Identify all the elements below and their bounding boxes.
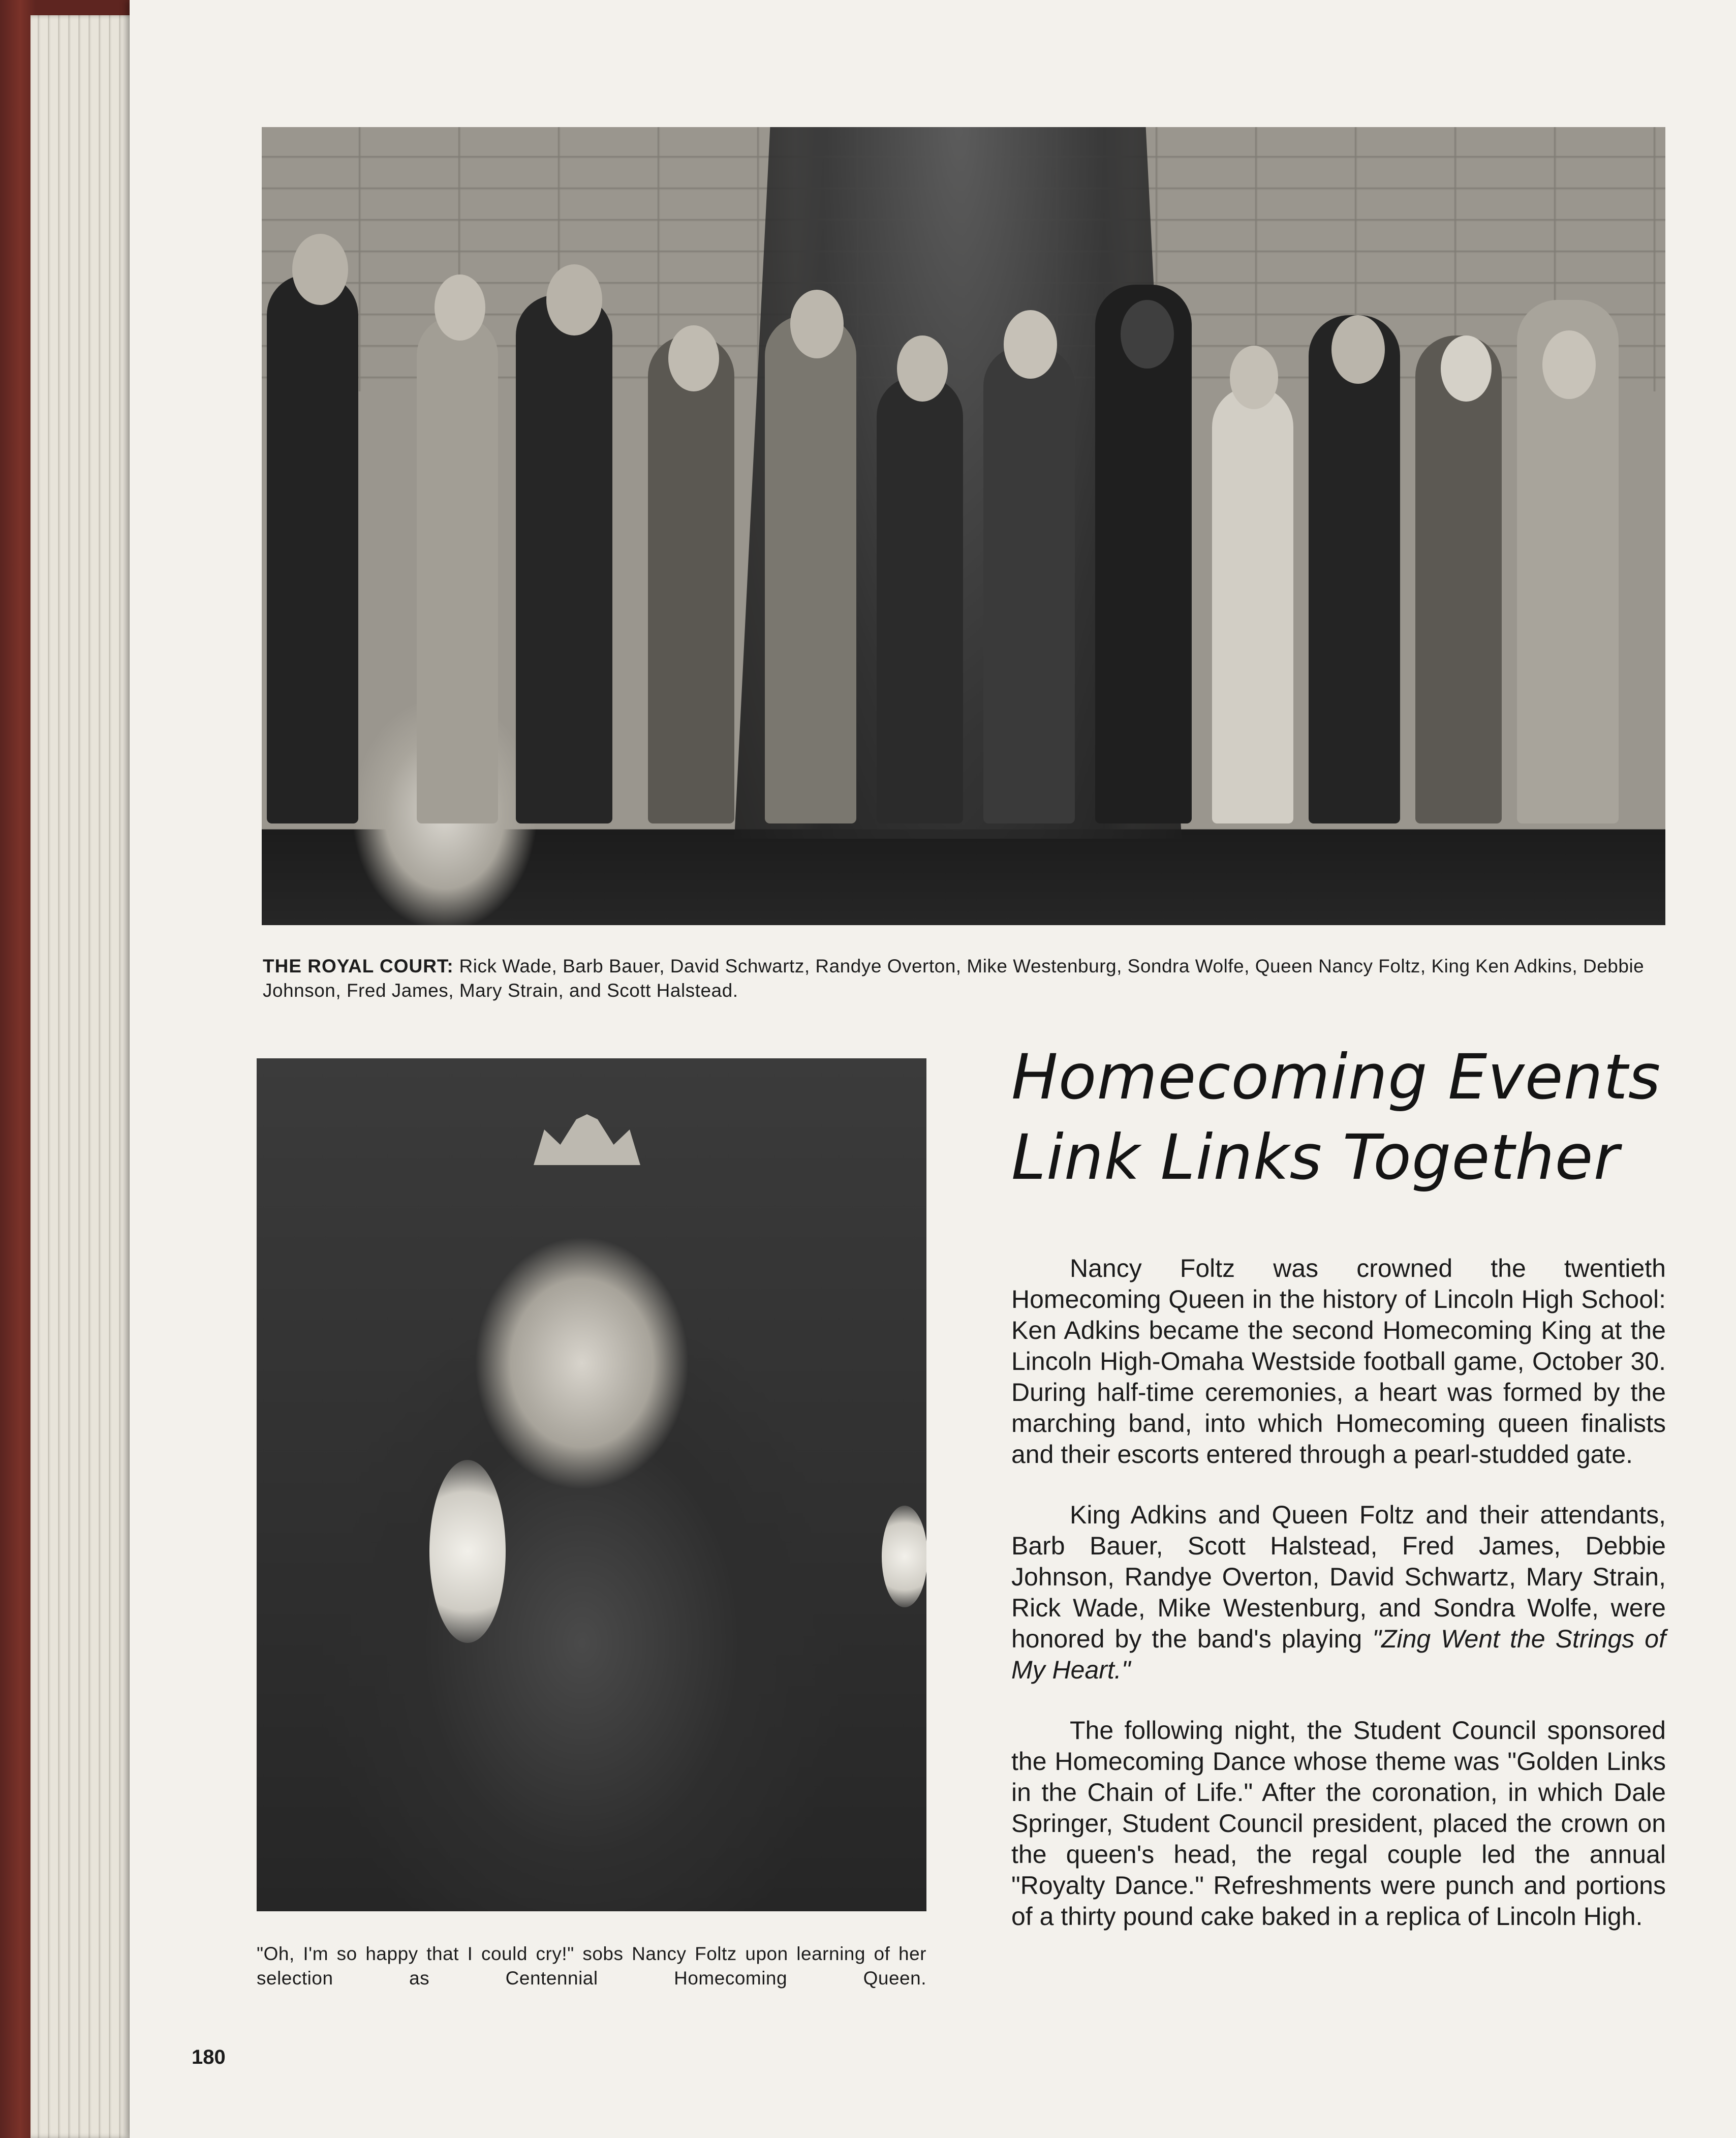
- article-paragraph: Nancy Foltz was crowned the twentieth Homecoming Queen in the history of Lincoln High School: Ken Adkins became the second Homecoming King at the Lincoln High-Omaha Westside football game, October 30. During half-time ceremonies, a heart was formed by the marching band, into which Homecoming queen finalists and their escorts entered through a pearl-studded gate.: [1011, 1254, 1666, 1469]
- corsage: [882, 1506, 926, 1607]
- queen-figure: [983, 346, 1075, 823]
- royal-court-caption-label: THE ROYAL COURT:: [263, 956, 454, 976]
- court-member-head: [1230, 346, 1278, 409]
- article-paragraph: The following night, the Student Council sponsored the Homecoming Dance whose theme was "Golden Links in the Chain of Life." After the coronation, in which Dale Springer, Student Council president, placed the crown on the queen's head, the regal couple led the annual "Royalty Dance." Refreshments were punch and portions of a thirty pound cake baked in a replica of Lincoln High.: [1011, 1716, 1666, 1931]
- king-head: [1121, 300, 1174, 369]
- court-member-head: [435, 274, 485, 341]
- court-member-head: [546, 264, 602, 335]
- page-number: 180: [192, 2046, 226, 2068]
- royal-court-photo: [262, 127, 1665, 925]
- court-member-figure: [1415, 335, 1502, 823]
- tiara: [534, 1114, 640, 1165]
- queen-head: [1004, 310, 1057, 379]
- court-member-figure: [516, 295, 612, 823]
- royal-court-caption: [263, 954, 1665, 1003]
- court-member-head: [1542, 330, 1596, 399]
- article-headline: [1011, 1037, 1672, 1198]
- page-edges: [30, 15, 137, 2138]
- headline-line-1: Homecoming Events: [1011, 1041, 1661, 1113]
- headline-line-2: Link Links Together: [1011, 1121, 1620, 1194]
- court-member-head: [1441, 335, 1492, 402]
- court-member-figure: [1212, 386, 1293, 823]
- article-paragraph: [1011, 1500, 1666, 1686]
- crying-queen-photo: [257, 1058, 926, 1911]
- court-member-figure: [648, 335, 734, 823]
- court-member-figure: [267, 274, 358, 823]
- royal-court-caption-names: Rick Wade, Barb Bauer, David Schwartz, Randye Overton, Mike Westenburg, Sondra Wolfe, Queen Nancy Foltz, King Ken Adkins, Debbie Johnson, Fred James, Mary Strain, and Scott Halstead.: [263, 956, 1645, 1001]
- article-body: [1011, 1253, 1666, 1932]
- queen-photo-caption: "Oh, I'm so happy that I could cry!" sobs Nancy Foltz upon learning of her selection as Centennial Homecoming Queen.: [257, 1943, 926, 1989]
- court-member-figure: [765, 315, 856, 823]
- court-member-head: [897, 335, 948, 402]
- court-member-figure: [417, 315, 498, 823]
- song-title: "Zing Went the Strings of My Heart.": [1011, 1625, 1666, 1684]
- corsage: [429, 1460, 506, 1643]
- court-member-head: [668, 325, 719, 391]
- court-member-figure: [877, 376, 963, 823]
- court-member-head: [1331, 315, 1385, 384]
- court-member-head: [292, 234, 348, 305]
- yearbook-page: [130, 0, 1736, 2138]
- court-member-figure: [1309, 315, 1400, 823]
- article-paragraph-text: King Adkins and Queen Foltz and their attendants, Barb Bauer, Scott Halstead, Fred James, Debbie Johnson, Randye Overton, David Schwartz, Mary Strain, Rick Wade, Mike Westenburg, and Sondra Wolfe, were honored by the band's playing: [1011, 1501, 1666, 1653]
- court-member-head: [790, 290, 844, 358]
